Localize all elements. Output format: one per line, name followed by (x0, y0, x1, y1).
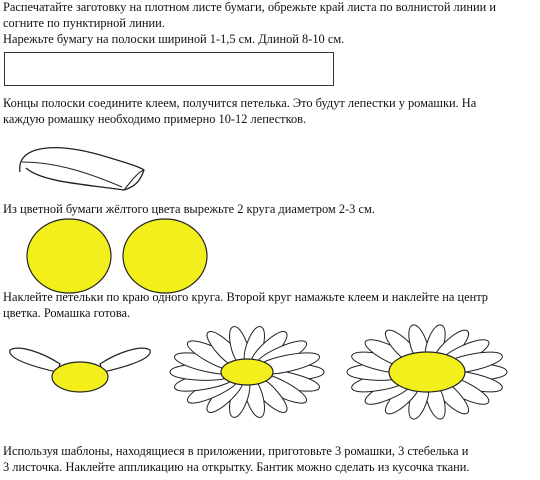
flower-center (389, 352, 465, 392)
instruction-line: каждую ромашку необходимо примерно 10-12 лепестков. (3, 112, 307, 126)
instruction-line: Наклейте петельки по краю одного круга. Второй круг намажьте клеем и наклейте на центр (3, 290, 488, 304)
yellow-circle (27, 219, 111, 293)
instruction-line: Распечатайте заготовку на плотном листе бумаги, обрежьте край листа по волнистой линии и (3, 0, 496, 14)
paper-strip (4, 52, 334, 86)
yellow-circles (25, 218, 215, 298)
instruction-line: Концы полоски соедините клеем, получится петелька. Это будут лепестки у ромашки. На (3, 96, 477, 110)
flower-finished (342, 322, 512, 442)
flower-two-petals (5, 332, 155, 412)
yellow-circle (123, 219, 207, 293)
flower-full-small-center (162, 322, 332, 442)
petal-loop (12, 132, 152, 202)
instruction-line: 3 листочка. Наклейте аппликацию на открытку. Бантик можно сделать из кусочка ткани. (3, 460, 470, 474)
instruction-line: Нарежьте бумагу на полоски шириной 1-1,5 см. Длиной 8-10 см. (3, 32, 345, 46)
instruction-line: Используя шаблоны, находящиеся в приложении, приготовьте 3 ромашки, 3 стебелька и (3, 444, 469, 458)
instruction-line: цветка. Ромашка готова. (3, 306, 131, 320)
instruction-line: согните по пунктирной линии. (3, 16, 165, 30)
flower-center (221, 359, 273, 385)
instruction-line: Из цветной бумаги жёлтого цвета вырежьте 2 круга диаметром 2-3 см. (3, 202, 375, 216)
